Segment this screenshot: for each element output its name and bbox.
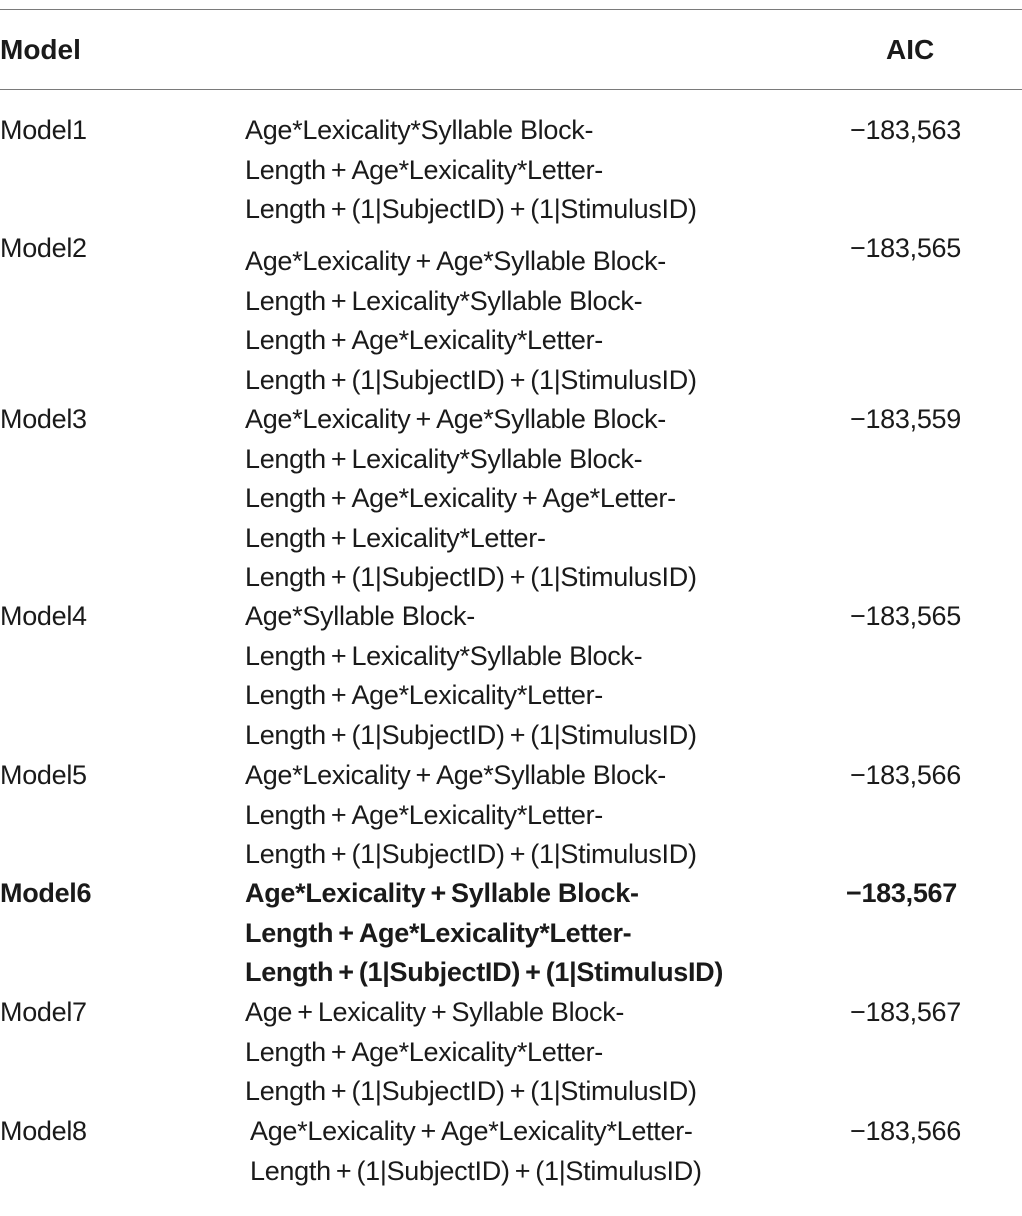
header-aic: AIC (886, 34, 935, 65)
header-rule (0, 89, 1022, 90)
model-formula: Age*Syllable Block- Length + Lexicality*Syllable Block- Length + Age*Lexicality*Letter- Length + (1|SubjectID) + (1|StimulusID) (245, 601, 697, 750)
model-formula: Age + Lexicality + Syllable Block- Length + Age*Lexicality*Letter- Length + (1|SubjectID) + (1|StimulusID) (245, 997, 697, 1106)
aic-value: −183,566 (850, 1116, 961, 1146)
aic-value: −183,566 (850, 760, 961, 790)
model-name: Model8 (0, 1116, 87, 1146)
model-formula: Age*Lexicality*Syllable Block- Length + Age*Lexicality*Letter- Length + (1|SubjectID) + (1|StimulusID) (245, 115, 697, 224)
model-name: Model6 (0, 878, 92, 908)
model-name: Model4 (0, 601, 87, 631)
header-model: Model (0, 34, 81, 65)
model-formula: Age*Lexicality + Age*Syllable Block- Length + Lexicality*Syllable Block- Length + Age*Lexicality + Age*Letter- Length + Lexicality*Letter- Length + (1|SubjectID) + (1|StimulusID) (245, 404, 697, 592)
model-name: Model1 (0, 115, 87, 145)
model-formula: Age*Lexicality + Age*Syllable Block- Length + Age*Lexicality*Letter- Length + (1|SubjectID) + (1|StimulusID) (245, 760, 697, 869)
aic-value: −183,563 (850, 115, 961, 145)
top-rule (0, 9, 1022, 10)
model-name: Model2 (0, 233, 87, 263)
aic-value: −183,565 (850, 601, 961, 631)
aic-value: −183,565 (850, 233, 961, 263)
model-formula: Age*Lexicality + Age*Lexicality*Letter- Length + (1|SubjectID) + (1|StimulusID) (250, 1116, 702, 1186)
model-name: Model5 (0, 760, 87, 790)
model-formula: Age*Lexicality + Age*Syllable Block- Length + Lexicality*Syllable Block- Length + Age*Lexicality*Letter- Length + (1|SubjectID) + (1|StimulusID) (245, 246, 697, 395)
model-name: Model3 (0, 404, 87, 434)
aic-value: −183,559 (850, 404, 961, 434)
model-name: Model7 (0, 997, 87, 1027)
aic-value: −183,567 (850, 997, 961, 1027)
model-formula: Age*Lexicality + Syllable Block- Length + Age*Lexicality*Letter- Length + (1|SubjectID) + (1|StimulusID) (245, 878, 724, 987)
aic-value: −183,567 (846, 878, 957, 908)
